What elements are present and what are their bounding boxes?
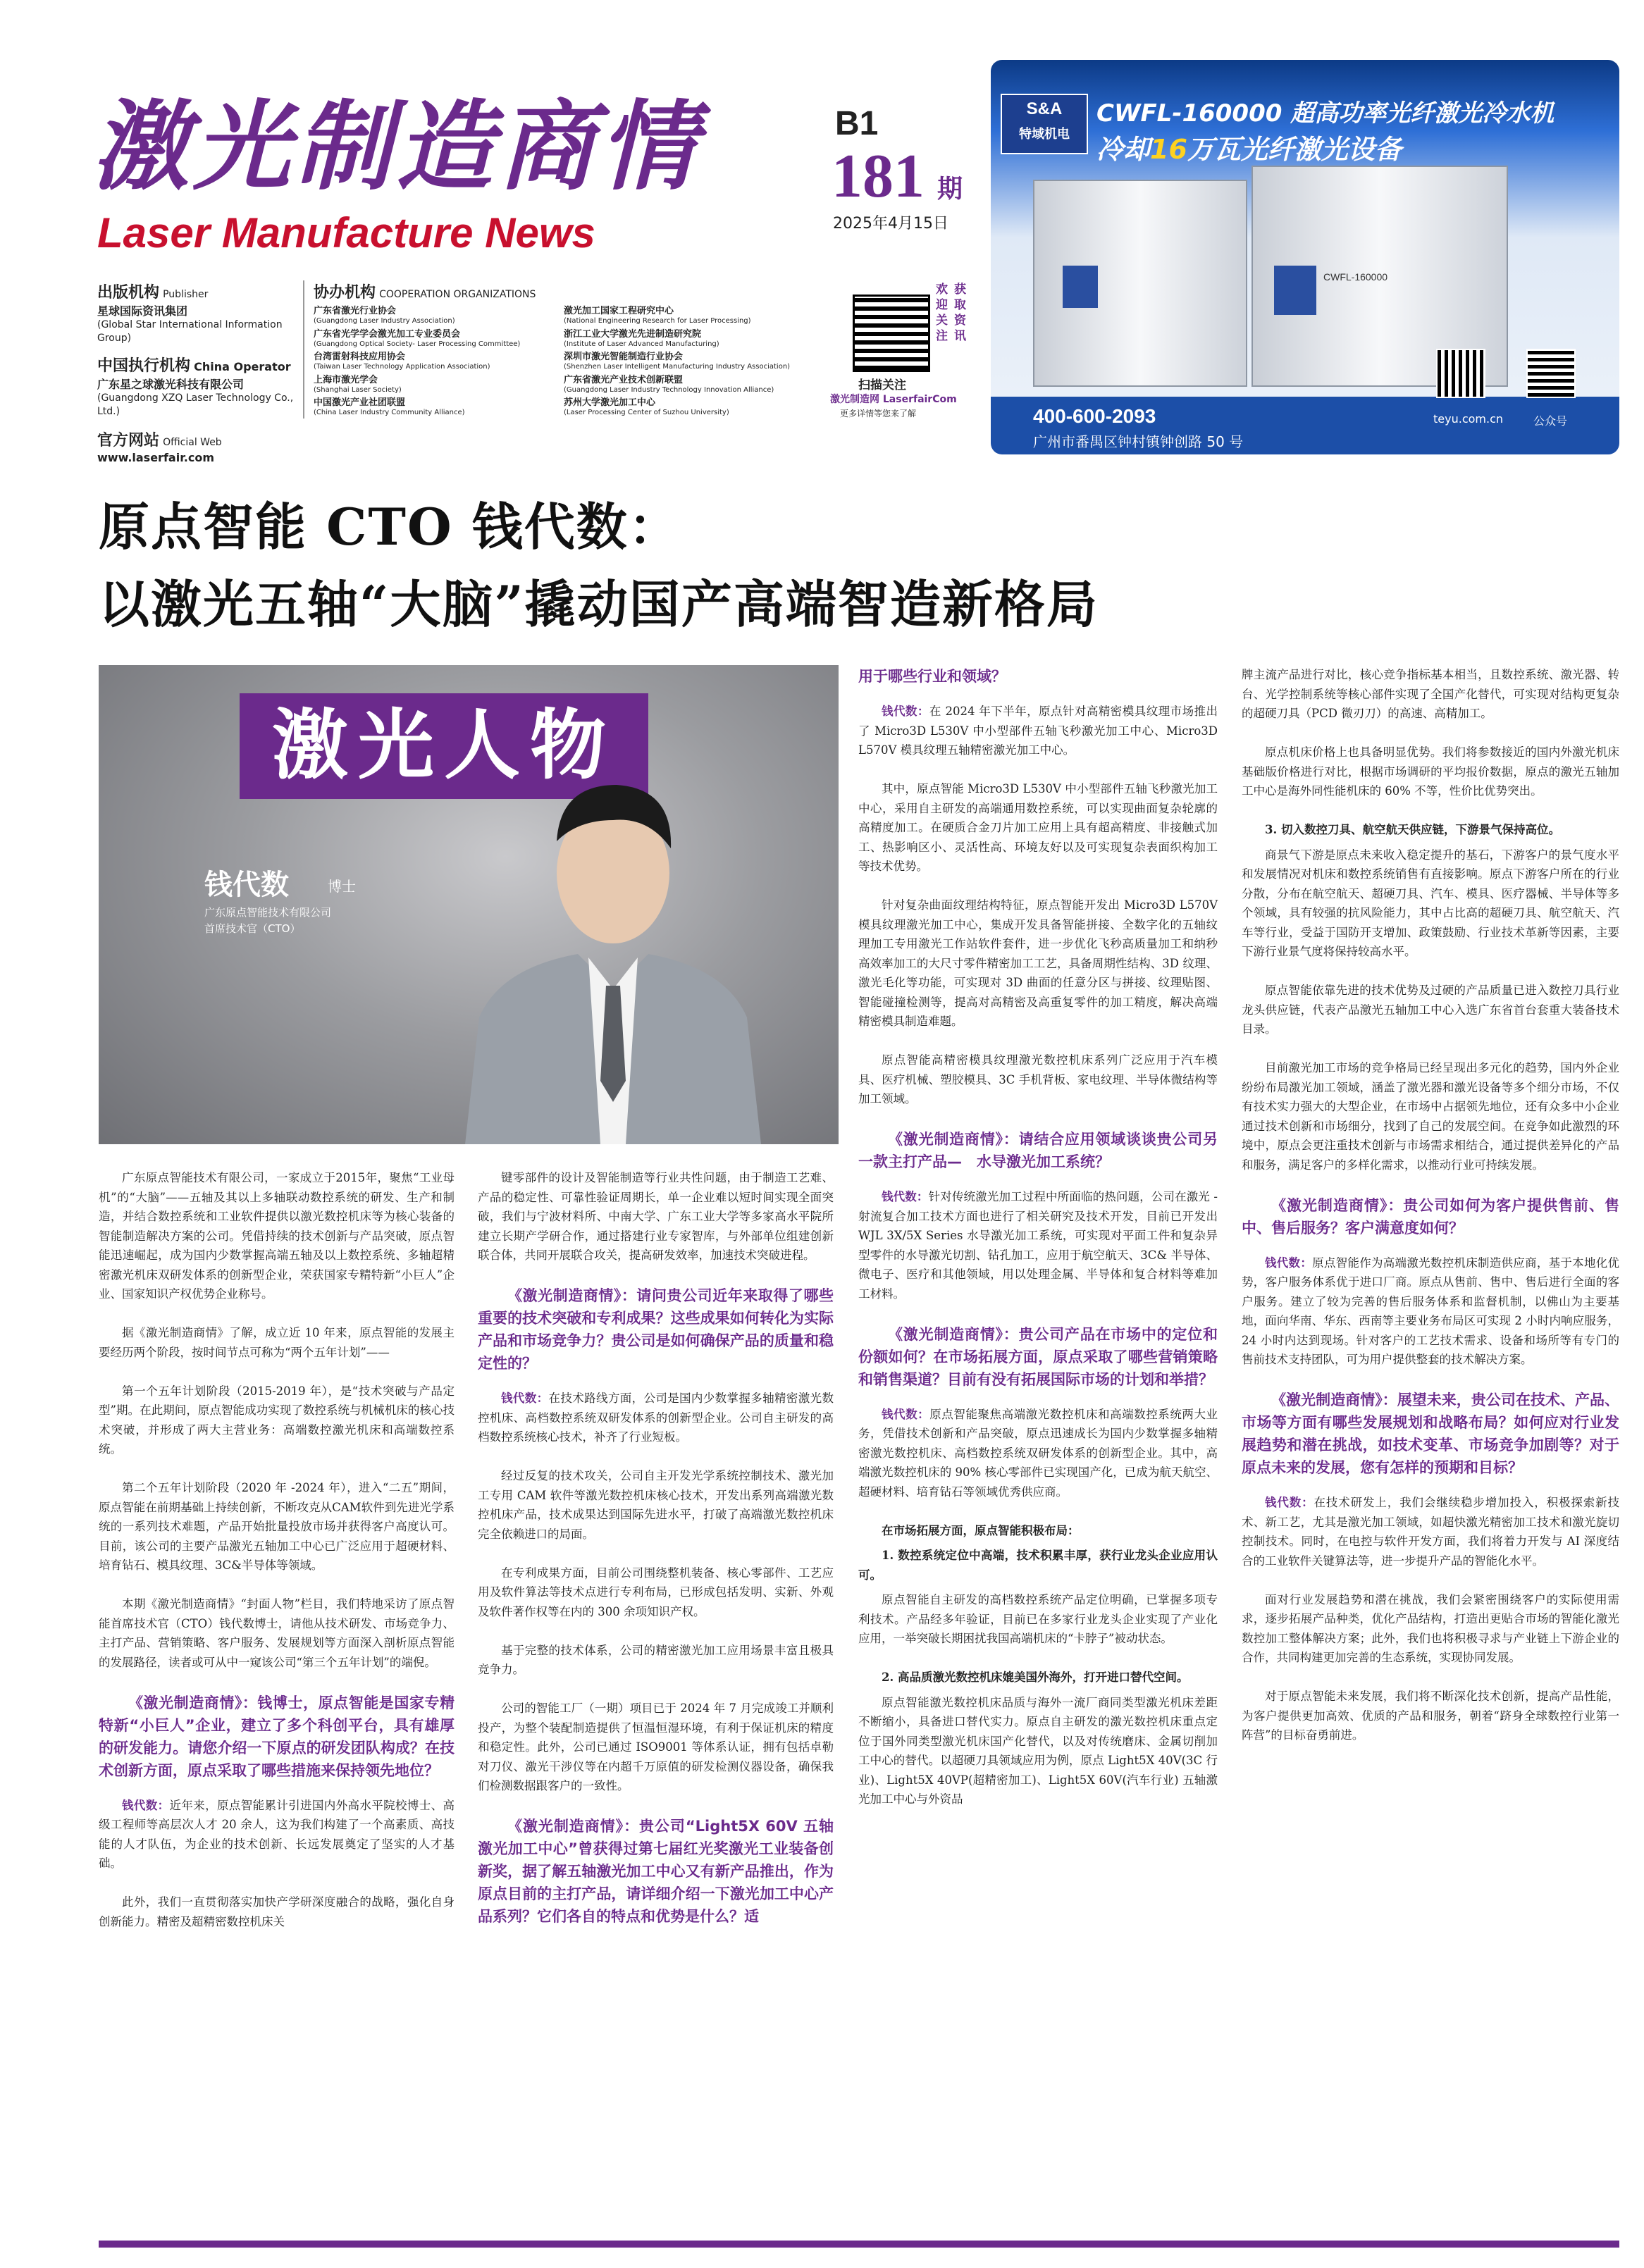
interview-answer (858, 1187, 1218, 1303)
ad-account: 公众号 (1533, 414, 1568, 428)
article-paragraph: 此外，我们一直贯彻落实加快产学研深度融合的战略，强化自身创新能力。精密及超精密数控机床关 (99, 1895, 455, 1928)
speaker-label: 钱代数： (882, 705, 929, 718)
interview-question: 《激光制造商情》：请问贵公司近年来取得了哪些重要的技术突破和专利成果？这些成果如何转化为实际产品和市场竞争力？贵公司是如何确保产品的质量和稳定性的？ (478, 1287, 834, 1372)
article-paragraph: 牌主流产品进行对比，核心竞争指标基本相当，且数控系统、激光器、转台、光学控制系统等核心部件实现了全国产化替代，可实现对结构更复杂的超硬刀具（PCD 微刃刀）的高速、高精加工。 (1242, 668, 1619, 720)
ad-site[interactable]: teyu.com.cn (1433, 412, 1504, 426)
cooperation-label: 协办机构 (314, 284, 376, 302)
answer-text: 近年来，原点智能累计引进国内外高水平院校博士、高级工程师等高层次人才 20 余人，这为我们构建了一个高素质、高技能的人才队伍，为企业的技术创新、长远发展奠定了坚实的人才基础。 (99, 1798, 455, 1870)
article-paragraph: 基于完整的技术体系，公司的精密激光加工应用场景丰富且极具竞争力。 (478, 1643, 834, 1676)
masthead-divider (303, 280, 304, 419)
article-column-2 (478, 1168, 834, 1942)
web-label: 官方网站 (97, 431, 160, 450)
article-subheading: 1. 数控系统定位中高端，技术积累丰厚，获行业龙头企业应用认可。 (858, 1549, 1218, 1582)
interview-question: 《激光制造商情》：贵公司如何为客户提供售前、售中、售后服务？客户满意度如何？ (1242, 1196, 1619, 1237)
cooperation-label-en: COOPERATION ORGANIZATIONS (379, 289, 536, 300)
qr-code[interactable] (853, 295, 930, 372)
coop-item: 广东省激光产业技术创新联盟 (Guangdong Laser Industry Technology Innovation Alliance) (564, 374, 774, 394)
answer-text: 原点智能作为高端激光数控机床制造供应商，基于本地化优势，客户服务体系优于进口厂商。原点从售前、售中、售后进行全面的客户服务。建立了较为完善的售后服务体系和监督机制，以佛山为主要基地，面向华南、华东、西南等主要业务布局区可实现 2 小时内响应服务，24 小时内达到现场。针对客户的工艺技术需求、设备和场所等有专门的售前技术支持团队，可为用户提供整套的技术解决方案。 (1242, 1256, 1620, 1366)
interview-question: 《激光制造商情》：展望未来，贵公司在技术、产品、市场等方面有哪些发展规划和战略布局？如何应对行业发展趋势和潜在挑战，如技术变革、市场竞争加剧等？对于原点未来的发展，您有怎样的预期和目标？ (1242, 1392, 1619, 1476)
issue-number: 181 (832, 142, 925, 211)
issue-date: 2025年4月15日 (833, 215, 948, 233)
article-paragraph: 广东原点智能技术有限公司，一家成立于2015年，聚焦“工业母机”的“大脑”——五轴及其以上多轴联动数控系统的研发、生产和制造，并结合数控系统和工业软件提供以激光数控机床等为核心装备的智能制造解决方案的公司。凭借持续的技术创新与产品突破，原点智能迅速崛起，成为国内少数掌握高端五轴及以上数控系统、多轴超精密激光机床双研发体系的创新型企业，荣获国家专精特新“小巨人”企业、国家知识产权优势企业称号。 (99, 1171, 455, 1301)
operator-name: 广东星之球激光科技有限公司 (97, 377, 245, 391)
article-paragraph: 对于原点智能未来发展，我们将不断深化技术创新，提高产品性能，为客户提供更加高效、优质的产品和服务，朝着“跻身全球数控行业第一阵营”的目标奋勇前进。 (1242, 1690, 1619, 1742)
chiller-unit-image (1033, 180, 1247, 387)
article-paragraph: 针对复杂曲面纹理结构特征，原点智能开发出 Micro3D L570V 模具纹理激光加工中心，集成开发具备智能拼接、全数字化的五轴纹理加工专用激光工作站软件套件，进一步优化飞秒高质量加工和纳秒高效率加工的大尺寸零件精密加工工艺，具备周期性结构、3D 纹理、激光毛化等功能，可实现对 3D 曲面的任意分区与拼接、纹理贴图、智能碰撞检测等，提高对高精密及高重复零件的加工精度，解决高端精密模具制造难题。 (858, 898, 1218, 1028)
article-paragraph: 面对行业发展趋势和潜在挑战，我们会紧密围绕客户的实际使用需求，逐步拓展产品种类，优化产品结构，打造出更贴合市场的智能化激光数控加工整体解决方案；此外，我们也将积极寻求与产业链上下游企业的合作，共同构建更加完善的生态系统，实现协同发展。 (1242, 1592, 1619, 1664)
headline-line-2: 以激光五轴“大脑”撬动国产高端智造新格局 (99, 574, 1099, 634)
portrait-figure (437, 750, 775, 1144)
publisher-label: 出版机构 (97, 284, 160, 302)
interview-answer (1242, 1493, 1619, 1570)
speaker-label: 钱代数： (501, 1392, 549, 1405)
chiller-unit-image: CWFL-160000 (1251, 166, 1508, 387)
article-paragraph: 原点智能激光数控机床品质与海外一流厂商同类型激光机床差距不断缩小，具备进口替代实力。原点自主研发的激光数控机床重点定位于国外同类型激光机床国产化替代，以及对传统磨床、金属切削加工中心的替代。以超硬刀具领域应用为例，原点 Light5X 40V(3C 行业)、Light5X 40VP(超精密加工)、Light5X 60V(汽车行业) 五轴激光加工中心与外资品 (858, 1695, 1218, 1806)
qr-scan-label: 扫描关注 (858, 378, 906, 392)
answer-text: 在技术路线方面，公司是国内少数掌握多轴精密激光数控机床、高档数控系统双研发体系的创新型企业。公司自主研发的高档数控系统核心技术，补齐了行业短板。 (478, 1392, 834, 1444)
person-title: 博士 (328, 878, 356, 895)
interview-question: 《激光制造商情》：贵公司“Light5X 60V 五轴激光加工中心”曾获得过第七届红光奖激光工业装备创新奖，据了解五轴激光加工中心又有新产品推出，作为原点目前的主打产品，请详细介绍一下激光加工中心产品系列？它们各自的特点和优势是什么？适 (478, 1818, 834, 1925)
ad-title-line-1: CWFL-160000 超高功率光纤激光冷水机 (1096, 99, 1555, 128)
qr-vertical-text-2: 获取资讯 (954, 283, 966, 343)
masthead-title-cn: 激光制造商情 (92, 90, 701, 204)
speaker-label: 钱代数： (882, 1190, 929, 1203)
interview-answer (478, 1389, 834, 1447)
coop-item: 激光加工国家工程研究中心 (National Engineering Research for Laser Processing) (564, 306, 751, 325)
column-banner: 激光人物 (240, 693, 648, 799)
feature-photo (99, 665, 839, 1144)
article-paragraph: 原点智能高精密模具纹理激光数控机床系列广泛应用于汽车模具、医疗机械、塑胶模具、3C 手机背板、家电纹理、半导体微结构等加工领域。 (858, 1053, 1218, 1105)
interview-answer (1242, 1253, 1619, 1370)
speaker-label: 钱代数： (1265, 1496, 1314, 1509)
article-paragraph: 第二个五年计划阶段（2020 年 -2024 年），进入“二五”期间，原点智能在前期基础上持续创新，不断攻克从CAM软件到先进光学系统的一系列技术难题，产品开始批量投放市场并获得客户高度认可。目前，该公司的主要产品激光五轴加工中心已广泛应用于超硬材料、培育钻石、模具纹理、3C&半导体等领域。 (99, 1481, 455, 1572)
article-paragraph: 键零部件的设计及智能制造等行业共性问题，由于制造工艺难、产品的稳定性、可靠性验证周期长，单一企业难以短时间实现全面突破，我们与宁波材料所、中南大学、广东工业大学等多家高水平院所建立长期产学研合作，通过搭建行业专家智库，与外部单位组建创新联合体，共同开展联合攻关，提高研发效率，加速技术突破进程。 (478, 1171, 834, 1262)
article-column-3 (858, 665, 1218, 1828)
web-label-en: Official Web (163, 436, 222, 448)
article-subheading: 在市场拓展方面，原点智能积极布局： (882, 1523, 1080, 1537)
page-number: B1 (835, 105, 879, 142)
qr-site[interactable]: 激光制造网 LaserfairCom (830, 394, 957, 405)
ad-title-line-2: 冷却16万瓦光纤激光设备 (1096, 134, 1402, 165)
ad-phone[interactable]: 400-600-2093 (1033, 405, 1156, 427)
qr-more: 更多详情等您来了解 (840, 409, 917, 419)
web-url[interactable]: www.laserfair.com (97, 450, 215, 464)
article-paragraph: 原点智能依靠先进的技术优势及过硬的产品质量已进入数控刀具行业龙头供应链，代表产品激光五轴加工中心入选广东省首台套重大装备技术目录。 (1242, 984, 1619, 1036)
article-paragraph: 目前激光加工市场的竞争格局已经呈现出多元化的趋势，国内外企业纷纷布局激光加工领域，涵盖了激光器和激光设备等多个细分市场，不仅有技术实力强大的大型企业，在市场中占据领先地位，还有众多中小企业通过技术创新和市场细分，找到了自己的发展空间。在竞争如此激烈的环境中，原点会更注重技术创新与市场需求相结合，通过提供差异化的产品和服务，满足客户的多样化需求，以推动行业可持续发展。 (1242, 1061, 1619, 1172)
coop-item: 台湾雷射科技应用协会 (Taiwan Laser Technology Application Association) (314, 352, 490, 371)
answer-text: 在技术研发上，我们会继续稳步增加投入，积极探索新技术、新工艺，尤其是激光加工领域，如超快激光精密加工技术和激光旋切控制技术。同时，在电控与软件开发方面，我们将着力开发与 AI 深度结合的工业软件关键算法等，进一步提升产品的智能化水平。 (1242, 1496, 1619, 1568)
qr-vertical-text: 欢迎关注 (936, 283, 948, 343)
coop-item: 上海市激光学会 (Shanghai Laser Society) (314, 374, 402, 394)
person-org: 广东原点智能技术有限公司 首席技术官（CTO） (204, 906, 332, 935)
publisher-label-en: Publisher (163, 289, 209, 300)
cooperation-block (314, 280, 807, 302)
article-subheading: 3. 切入数控刀具、航空航天供应链，下游景气保持高位。 (1265, 823, 1560, 836)
interview-answer (858, 1405, 1218, 1502)
coop-item: 中国激光产业社团联盟 (China Laser Industry Community Alliance) (314, 397, 465, 416)
publisher-name: 星球国际资讯集团 (97, 304, 188, 318)
article-paragraph: 据《激光制造商情》了解，成立近 10 年来，原点智能的发展主要经历两个阶段，按时间节点可称为“两个五年计划”—— (99, 1326, 455, 1359)
ad-qr-code[interactable] (1436, 349, 1485, 398)
publisher-block (97, 280, 302, 465)
speaker-label: 钱代数： (882, 1407, 930, 1421)
article-paragraph: 原点机床价格上也具备明显优势。我们将参数接近的国内外激光机床基础版价格进行对比，根据市场调研的平均报价数据，原点的激光五轴加工中心是海外同性能机床的 60% 不等，性价比优势突出。 (1242, 745, 1619, 798)
answer-text: 在 2024 年下半年，原点针对高精密模具纹理市场推出了 Micro3D L530V 中小型部件五轴飞秒激光加工中心、Micro3D L570V 模具纹理五轴精密激光加工中心。 (858, 705, 1218, 757)
coop-item: 广东省激光行业协会 (Guangdong Laser Industry Association) (314, 306, 455, 325)
headline-line-1: 原点智能 CTO 钱代数： (99, 497, 681, 557)
article-paragraph: 商景气下游是原点未来收入稳定提升的基石，下游客户的景气度水平和发展情况对机床和数控系统销售有直接影响。原点下游客户所在的行业分散，分布在航空航天、超硬刀具、汽车、模具、医疗器械、半导体等多个领域，具有较强的抗风险能力，其中占比高的超硬刀具、航空航天、汽车等行业，受益于国防开支增加、政策鼓励、行业技术革新等因素，主要下游行业景气度将保持较高水平。 (1242, 848, 1619, 958)
article-paragraph: 其中，原点智能 Micro3D L530V 中小型部件五轴飞秒激光加工中心，采用自主研发的高端通用数控系统，可以实现曲面复杂轮廓的高精度加工。在硬质合金刀片加工应用上具有超高精度、非接触式加工、热影响区小、灵活性高、环境友好以及可实现复杂表面织构加工等技术优势。 (858, 782, 1218, 873)
article-paragraph: 第一个五年计划阶段（2015-2019 年），是“技术突破与产品定型”期。在此期间，原点智能成功实现了数控系统与机械机床的核心技术突破，并形成了两大主营业务：高端数控激光机床和高端数控系统。 (99, 1384, 455, 1456)
issue-unit: 期 (937, 175, 963, 204)
coop-item: 苏州大学激光加工中心 (Laser Processing Center of Suzhou University) (564, 397, 729, 416)
article-paragraph: 经过反复的技术攻关，公司自主开发光学系统控制技术、激光加工专用 CAM 软件等激光数控机床核心技术，开发出系列高端激光数控机床产品，技术成果达到国际先进水平，打破了高端激光数控机床完全依赖进口的局面。 (478, 1469, 834, 1541)
answer-text: 针对传统激光加工过程中所面临的热问题，公司在激光 - 射流复合加工技术方面也进行了相关研究及技术开发，目前已开发出 WJL 3X/5X Series 水导激光加工系统，可实现对平面工件和复杂异型零件的水导激光切割、钻孔加工，应用于航空航天、3C& 半导体、微电子、医疗和其他领域，用以处理金属、半导体和复合材料等难加工材料。 (858, 1190, 1218, 1301)
interview-answer (99, 1796, 455, 1873)
ad-brand-logo: S&A 特域机电 (1001, 94, 1088, 154)
footer-rule (99, 2241, 1619, 2248)
interview-question: 用于哪些行业和领域？ (858, 668, 1006, 685)
publisher-name-en: (Global Star International Information Group) (97, 319, 283, 344)
ad-qr-code[interactable] (1526, 349, 1576, 398)
article-column-1 (99, 1168, 455, 1951)
operator-label: 中国执行机构 (97, 357, 191, 375)
article-paragraph: 在专利成果方面，目前公司围绕整机装备、核心零部件、工艺应用及软件算法等技术点进行专利布局，已形成包括发明、实新、外观及软件著作权等在内的 300 余项知识产权。 (478, 1566, 834, 1618)
interview-answer (858, 702, 1218, 760)
interview-question: 《激光制造商情》：贵公司产品在市场中的定位和份额如何？在市场拓展方面，原点采取了哪些营销策略和销售渠道？目前有没有拓展国际市场的计划和举措？ (858, 1325, 1218, 1388)
article-paragraph: 原点智能自主研发的高档数控系统产品定位明确，已掌握多项专利技术。产品经多年验证，目前已在多家行业龙头企业实现了产业化应用，一举突破长期困扰我国高端机床的“卡脖子”被动状态。 (858, 1593, 1218, 1645)
interview-question: 《激光制造商情》：请结合应用领域谈谈贵公司另一款主打产品— 水导激光加工系统？ (858, 1131, 1218, 1170)
person-name: 钱代数 (204, 869, 289, 901)
interview-question: 《激光制造商情》：钱博士，原点智能是国家专精特新“小巨人”企业，建立了多个科创平台，具有雄厚的研发能力。请您介绍一下原点的研发团队构成？在技术创新方面，原点采取了哪些措施来保持领先地位？ (99, 1694, 455, 1779)
speaker-label: 钱代数： (1265, 1256, 1313, 1270)
answer-text: 原点智能聚焦高端激光数控机床和高端数控系统两大业务，凭借技术创新和产品突破，原点迅速成长为国内少数掌握多轴精密激光数控机床、高档数控系统双研发体系的创新型企业。其中，高端激光数控机床的 90% 核心零部件已实现国产化，已成为航天航空、超硬材料、培育钻石等领域优秀供应商。 (858, 1407, 1218, 1499)
article-paragraph: 本期《激光制造商情》“封面人物”栏目，我们特地采访了原点智能首席技术官（CTO）钱代数博士，请他从技术研发、市场竞争力、主打产品、营销策略、客户服务、发展规划等方面深入剖析原点智能的发展路径，读者或可从中一窥该公司“第三个五年计划”的端倪。 (99, 1597, 455, 1669)
article-column-4 (1242, 665, 1619, 1764)
cooperation-col-2 (564, 303, 803, 418)
cooperation-col-1 (314, 303, 553, 418)
coop-item: 浙江工业大学激光先进制造研究院 (Institute of Laser Advanced Manufacturing) (564, 328, 719, 348)
ad-address: 广州市番禺区钟村镇钟创路 50 号 (1033, 433, 1244, 450)
coop-item: 深圳市激光智能制造行业协会 (Shenzhen Laser Intelligent Manufacturing Industry Association) (564, 352, 791, 371)
advertisement[interactable] (991, 60, 1619, 454)
coop-item: 广东省光学学会激光加工专业委员会 (Guangdong Optical Society- Laser Processing Committee) (314, 328, 521, 348)
article-paragraph: 公司的智能工厂（一期）项目已于 2024 年 7 月完成竣工并顺利投产，为整个装配制造提供了恒温恒湿环境，有利于保证机床的精度和稳定性。此外，公司已通过 ISO9001 等体系认证，拥有包括卓勒对刀仪、激光干涉仪等在内超千万原值的研发检测仪器设备，确保我们检测数据跟客户的一致性。 (478, 1702, 834, 1792)
operator-name-en: (Guangdong XZQ Laser Technology Co., Ltd.) (97, 392, 294, 417)
operator-label-en: China Operator (194, 359, 291, 373)
article-subheading: 2. 高品质激光数控机床媲美国外海外，打开进口替代空间。 (882, 1671, 1189, 1684)
masthead-title-en: Laser Manufacture News (97, 209, 595, 256)
speaker-label: 钱代数： (122, 1798, 170, 1812)
